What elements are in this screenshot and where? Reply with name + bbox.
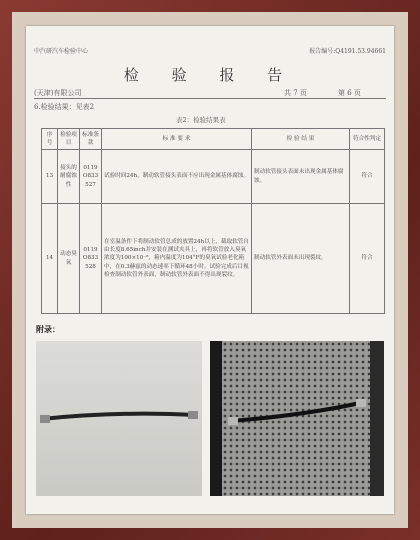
hose-photo-2 (210, 341, 384, 496)
header-requirement: 标 准 要 求 (102, 129, 252, 150)
table-row (42, 150, 385, 204)
row-no: 13 (42, 150, 58, 204)
row-result: 制动软管接头表面未出现金属基体腐蚀。 (252, 150, 350, 204)
results-table (41, 128, 385, 314)
section-label: 6.检验结果：见表2 (34, 103, 95, 111)
row-item: 接头的耐腐蚀性 (58, 150, 80, 204)
table-header-row (42, 129, 385, 150)
page-title: 检 验 报 告 (123, 66, 297, 84)
row-requirement: 在室温条件下将制动软管总成的放置24h以上，截取软管自由长度8.65inch并安装在测试夹具上，再将软管放入臭氧浓度为100×10⁻⁸，箱内温度为104°F的臭氧试验老化箱中，在0.3赫兹的动态速率下循环48小时。试验完成后目视检查制动软管外表面，制动软管外表面不得出现裂纹。 (102, 204, 252, 314)
page-total: 共 7 页 (284, 89, 307, 97)
row-verdict: 符合 (350, 150, 385, 204)
row-result: 制动软管外表面未出现裂纹。 (252, 204, 350, 314)
report-page (26, 26, 394, 514)
header-item: 检验项目 (58, 129, 80, 150)
table-caption: 表2：检验结果表 (176, 116, 226, 124)
row-requirement: 试验时间24h，制动软管接头表面不应出现金属基体腐蚀。 (102, 150, 252, 204)
hose-photo-1 (36, 341, 202, 496)
company-name: (天津)有限公司 (34, 89, 82, 97)
row-no: 14 (42, 204, 58, 314)
row-clause: 0119 O833 527 (80, 150, 102, 204)
header-verdict: 符合性判定 (350, 129, 385, 150)
header-rule (34, 98, 386, 99)
header-clause: 标准条款 (80, 129, 102, 150)
brake-hose-image (36, 341, 202, 496)
brake-hose-image (210, 341, 384, 496)
report-number: 报告编号:Q4191.53.94661 (309, 48, 386, 55)
header-result: 检 验 结 果 (252, 129, 350, 150)
row-clause: 0119 O833 528 (80, 204, 102, 314)
center-name: 中汽研汽车检验中心 (34, 48, 89, 55)
page-number: 第 6 页 (338, 89, 361, 97)
row-item: 动态臭氧 (58, 204, 80, 314)
header-no: 序号 (42, 129, 58, 150)
table-row (42, 204, 385, 314)
row-verdict: 符合 (350, 204, 385, 314)
attachment-label: 附录： (36, 324, 60, 334)
